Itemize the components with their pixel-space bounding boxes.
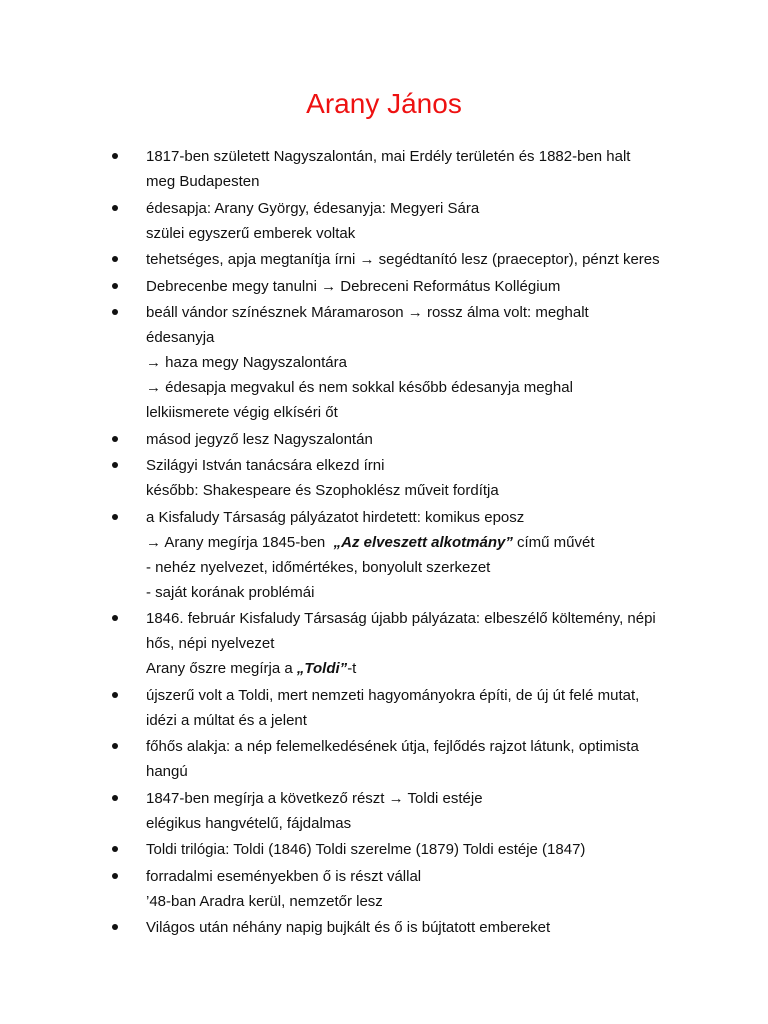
bullet-icon <box>112 795 118 801</box>
item-line: újszerű volt a Toldi, mert nemzeti hagyományokra építi, de új út felé mutat, <box>146 686 640 704</box>
list-item <box>0 837 768 862</box>
item-line: Debrecenbe megy tanulni → Debreceni Református Kollégium <box>146 277 561 295</box>
item-line: a Kisfaludy Társaság pályázatot hirdetett: komikus eposz <box>146 508 525 526</box>
item-line: ’48-ban Aradra kerül, nemzetőr lesz <box>146 892 383 910</box>
list-item <box>0 864 768 914</box>
line-text: → Arany megírja 1845-ben <box>146 533 334 551</box>
bullet-icon <box>112 924 118 930</box>
list-item <box>0 683 768 733</box>
bullet-icon <box>112 873 118 879</box>
item-line: 1846. február Kisfaludy Társaság újabb pályázata: elbeszélő költemény, népi <box>146 610 656 627</box>
item-line: → haza megy Nagyszalontára <box>146 354 347 371</box>
bullet-icon <box>112 615 118 621</box>
list-item <box>0 606 768 681</box>
list-item <box>0 144 768 194</box>
item-line <box>146 530 768 555</box>
bullet-icon <box>112 309 118 315</box>
bullet-list <box>0 144 768 942</box>
item-line: később: Shakespeare és Szophoklész műveit fordítja <box>146 482 499 499</box>
list-item <box>0 734 768 784</box>
work-title: „Az elveszett alkotmány” <box>333 533 513 551</box>
item-line: meg Budapesten <box>146 173 260 190</box>
list-item <box>0 505 768 605</box>
item-line: forradalmi eseményekben ő is részt vállal <box>146 867 422 885</box>
bullet-icon <box>112 283 118 289</box>
list-item <box>0 427 768 452</box>
item-line: Toldi trilógia: Toldi (1846) Toldi szerelme (1879) Toldi estéje (1847) <box>146 841 586 858</box>
item-line: főhős alakja: a nép felemelkedésének útja, fejlődés rajzot látunk, optimista <box>146 738 639 755</box>
item-line: beáll vándor színésznek Máramaroson → rossz álma volt: meghalt <box>146 304 589 321</box>
item-line: - nehéz nyelvezet, időmértékes, bonyolult szerkezet <box>146 558 491 576</box>
item-line: - saját korának problémái <box>146 583 315 601</box>
bullet-icon <box>112 846 118 852</box>
list-item <box>0 247 768 272</box>
item-line: Szilágyi István tanácsára elkezd írni <box>146 457 385 474</box>
line-text: -t <box>347 660 357 677</box>
bullet-icon <box>112 692 118 698</box>
page-title: Arany János <box>306 88 462 119</box>
item-line: Világos után néhány napig bujkált és ő is bújtatott embereket <box>146 919 551 936</box>
list-item <box>0 915 768 940</box>
list-item <box>0 300 768 425</box>
bullet-icon <box>112 153 118 159</box>
work-title: „Toldi” <box>296 660 348 677</box>
bullet-icon <box>112 205 118 211</box>
item-line: hős, népi nyelvezet <box>146 635 275 652</box>
item-line: másod jegyző lesz Nagyszalontán <box>146 430 373 448</box>
item-line: → édesapja megvakul és nem sokkal később édesanyja meghal <box>146 379 573 396</box>
item-line: édesanyja <box>146 329 215 346</box>
item-line <box>146 656 768 681</box>
item-line: szülei egyszerű emberek voltak <box>146 224 356 242</box>
line-text: Arany őszre megírja a <box>146 660 297 677</box>
bullet-icon <box>112 436 118 442</box>
bullet-icon <box>112 462 118 468</box>
item-line: édesapja: Arany György, édesanyja: Megyeri Sára <box>146 199 480 217</box>
item-line: 1847-ben megírja a következő részt → Toldi estéje <box>146 789 483 807</box>
item-line: tehetséges, apja megtanítja írni → segédtanító lesz (praeceptor), pénzt keres <box>146 251 660 268</box>
list-item <box>0 196 768 246</box>
item-line: lelkiismerete végig elkíséri őt <box>146 404 338 421</box>
bullet-icon <box>112 514 118 520</box>
bullet-icon <box>112 256 118 262</box>
bullet-icon <box>112 743 118 749</box>
item-line: elégikus hangvételű, fájdalmas <box>146 814 352 832</box>
item-line: hangú <box>146 763 188 780</box>
item-line: 1817-ben született Nagyszalontán, mai Erdély területén és 1882-ben halt <box>146 148 631 165</box>
list-item <box>0 453 768 503</box>
list-item <box>0 274 768 299</box>
list-item <box>0 786 768 836</box>
line-text: című művét <box>512 533 595 551</box>
item-line: idézi a múltat és a jelent <box>146 711 307 729</box>
